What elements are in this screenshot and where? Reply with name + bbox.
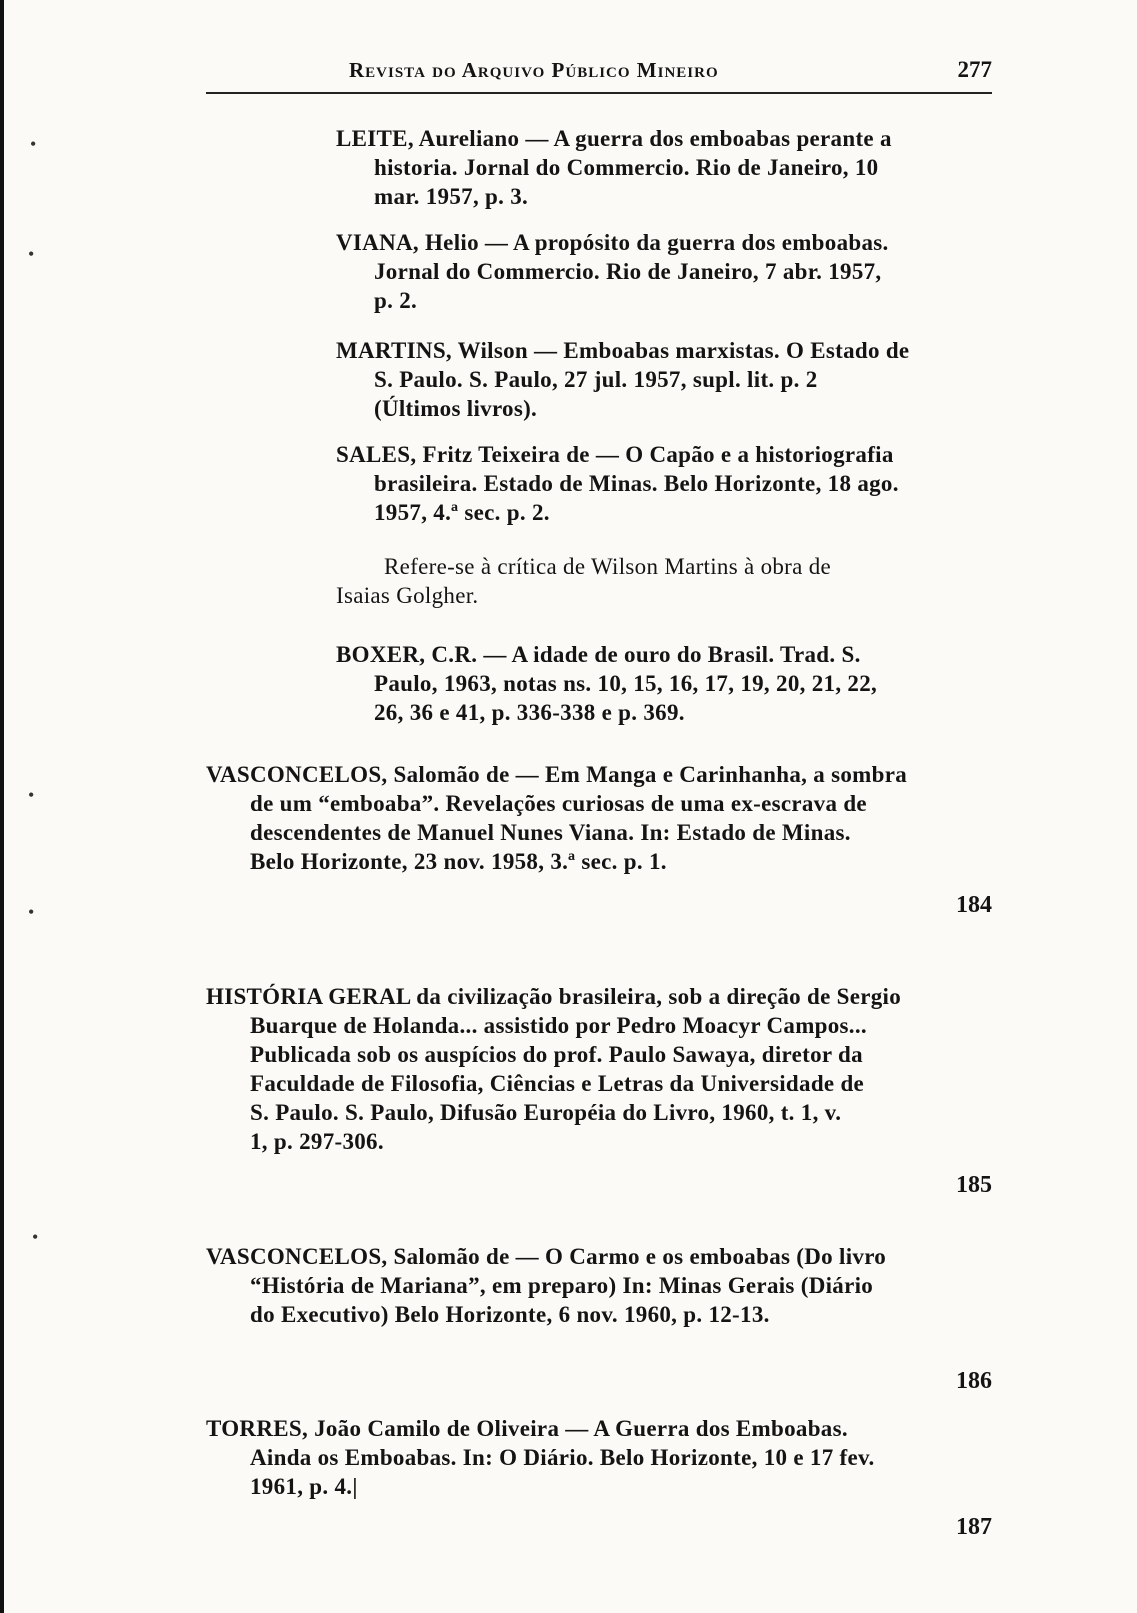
sales-note	[336, 552, 996, 610]
entry-line: 1957, 4.ª sec. p. 2.	[374, 500, 550, 525]
page-number: 277	[957, 57, 992, 82]
entry-line: VASCONCELOS, Salomão de — O Carmo e os emboabas (Do livro	[206, 1244, 887, 1269]
entry-number: 186	[956, 1368, 992, 1394]
entry-line: Belo Horizonte, 23 nov. 1958, 3.ª sec. p. 1.	[250, 849, 667, 874]
journal-title: Revista do Arquivo Público Mineiro	[349, 58, 719, 82]
entry-187	[206, 1414, 1006, 1501]
note-line: Isaias Golgher.	[336, 583, 479, 608]
margin-dot: •	[28, 902, 35, 922]
entry-line: LEITE, Aureliano — A guerra dos emboabas perante a	[336, 126, 892, 151]
entry-line: 1, p. 297-306.	[250, 1129, 384, 1154]
entry-line: MARTINS, Wilson — Emboabas marxistas. O Estado de	[336, 338, 910, 363]
entry-line: TORRES, João Camilo de Oliveira — A Guerra dos Emboabas.	[206, 1416, 848, 1441]
entry-line: VIANA, Helio — A propósito da guerra dos emboabas.	[336, 230, 889, 255]
page-header	[206, 58, 992, 92]
entry-number: 185	[956, 1172, 992, 1198]
entry-185	[206, 982, 1006, 1156]
entry-line: historia. Jornal do Commercio. Rio de Janeiro, 10	[374, 155, 879, 180]
entry-line: S. Paulo. S. Paulo, 27 jul. 1957, supl. lit. p. 2	[374, 367, 818, 392]
margin-dot: •	[28, 244, 35, 264]
sub-entry-martins	[336, 336, 996, 423]
entry-line: Jornal do Commercio. Rio de Janeiro, 7 abr. 1957,	[374, 259, 882, 284]
entry-number: 187	[956, 1514, 992, 1540]
entry-line: “História de Mariana”, em preparo) In: Minas Gerais (Diário	[250, 1273, 874, 1298]
entry-186	[206, 1242, 1006, 1329]
entry-line: Buarque de Holanda... assistido por Pedro Moacyr Campos...	[250, 1013, 867, 1038]
entry-line: do Executivo) Belo Horizonte, 6 nov. 1960, p. 12-13.	[250, 1302, 770, 1327]
entry-line: VASCONCELOS, Salomão de — Em Manga e Carinhanha, a sombra	[206, 762, 908, 787]
entry-number: 184	[956, 892, 992, 918]
entry-line: mar. 1957, p. 3.	[374, 184, 529, 209]
entry-184	[206, 760, 1006, 876]
margin-dot: •	[30, 134, 37, 154]
entry-line: SALES, Fritz Teixeira de — O Capão e a historiografia	[336, 442, 894, 467]
entry-line: BOXER, C.R. — A idade de ouro do Brasil. Trad. S.	[336, 642, 861, 667]
entry-line: Publicada sob os auspícios do prof. Paulo Sawaya, diretor da	[250, 1042, 863, 1067]
sub-entry-viana	[336, 228, 996, 315]
scan-edge	[0, 0, 4, 1613]
entry-line: descendentes de Manuel Nunes Viana. In: Estado de Minas.	[250, 820, 851, 845]
sub-entry-leite	[336, 124, 996, 211]
entry-line: p. 2.	[374, 288, 418, 313]
header-rule	[206, 92, 992, 94]
entry-line: Paulo, 1963, notas ns. 10, 15, 16, 17, 19, 20, 21, 22,	[374, 671, 878, 696]
entry-line: de um “emboaba”. Revelações curiosas de uma ex-escrava de	[250, 791, 867, 816]
margin-dot: •	[32, 1227, 39, 1247]
sub-entry-sales	[336, 440, 996, 527]
sub-entry-boxer	[336, 640, 996, 727]
entry-line: S. Paulo. S. Paulo, Difusão Européia do Livro, 1960, t. 1, v.	[250, 1100, 842, 1125]
entry-line: HISTÓRIA GERAL da civilização brasileira, sob a direção de Sergio	[206, 984, 902, 1009]
note-line: Refere-se à crítica de Wilson Martins à obra de	[384, 554, 832, 579]
entry-line: (Últimos livros).	[374, 396, 538, 421]
entry-line: Faculdade de Filosofia, Ciências e Letras da Universidade de	[250, 1071, 865, 1096]
entry-line: Ainda os Emboabas. In: O Diário. Belo Horizonte, 10 e 17 fev.	[250, 1445, 875, 1470]
entry-line: 26, 36 e 41, p. 336-338 e p. 369.	[374, 700, 685, 725]
margin-dot: •	[28, 785, 35, 805]
entry-line: brasileira. Estado de Minas. Belo Horizonte, 18 ago.	[374, 471, 899, 496]
entry-line: 1961, p. 4.|	[250, 1474, 358, 1499]
